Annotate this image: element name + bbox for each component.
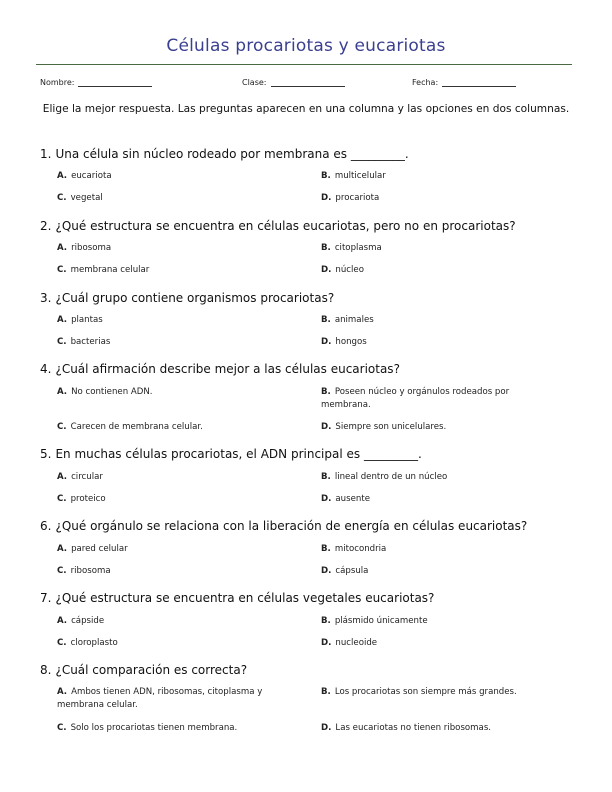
option-text: multicelular (334, 171, 386, 181)
option-b[interactable] (321, 170, 561, 183)
question-text (40, 447, 580, 461)
option-a[interactable] (57, 543, 299, 556)
option-text: hongos (335, 337, 367, 347)
option-c[interactable] (57, 637, 299, 650)
option-text: Solo los procariotas tienen membrana. (70, 723, 238, 733)
question-number: 5. (40, 447, 52, 461)
question-6 (40, 519, 580, 576)
date-blank[interactable] (442, 78, 516, 87)
option-letter: D. (321, 265, 332, 275)
option-letter: A. (57, 243, 68, 253)
option-letter: C. (57, 723, 67, 733)
option-letter: B. (321, 472, 331, 482)
question-number: 7. (40, 591, 52, 605)
option-letter: B. (321, 616, 331, 626)
option-text: plásmido únicamente (334, 616, 428, 626)
question-text (40, 591, 580, 605)
question-8 (40, 663, 580, 733)
question-1 (40, 147, 580, 203)
option-b[interactable] (321, 386, 561, 411)
question-text (40, 147, 580, 161)
option-letter: B. (321, 315, 331, 325)
question-prompt: ¿Cuál comparación es correcta? (55, 663, 248, 677)
option-text: ribosoma (70, 566, 111, 576)
option-text: vegetal (70, 193, 103, 203)
question-text (40, 519, 580, 533)
class-field[interactable] (242, 78, 345, 87)
option-text: citoplasma (334, 243, 382, 253)
option-text: Los procariotas son siempre más grandes. (334, 687, 517, 697)
question-prompt: ¿Qué estructura se encuentra en células vegetales eucariotas? (55, 591, 435, 605)
option-letter: D. (321, 337, 332, 347)
option-b[interactable] (321, 615, 561, 628)
date-label: Fecha: (412, 78, 439, 87)
option-text: cápside (71, 616, 105, 626)
question-prompt: ¿Qué estructura se encuentra en células eucariotas, pero no en procariotas? (55, 219, 516, 233)
question-prompt: ¿Qué orgánulo se relaciona con la liberación de energía en células eucariotas? (55, 519, 528, 533)
question-5 (40, 447, 580, 504)
page-title: Células procariotas y eucariotas (166, 36, 446, 56)
option-letter: C. (57, 566, 67, 576)
option-a[interactable] (57, 242, 299, 255)
option-text: núcleo (335, 265, 364, 275)
option-text: pared celular (71, 544, 128, 554)
option-c[interactable] (57, 493, 299, 506)
option-text: Siempre son unicelulares. (335, 422, 447, 432)
question-prompt: ¿Cuál afirmación describe mejor a las células eucariotas? (55, 362, 400, 376)
option-c[interactable] (57, 336, 299, 349)
option-letter: B. (321, 243, 331, 253)
option-letter: D. (321, 723, 332, 733)
option-text: No contienen ADN. (71, 387, 153, 397)
option-d[interactable] (321, 192, 561, 205)
question-4 (40, 362, 580, 432)
option-letter: A. (57, 472, 68, 482)
option-text: circular (71, 472, 103, 482)
option-letter: A. (57, 687, 68, 697)
option-text: Poseen núcleo y orgánulos rodeados por membrana. (321, 387, 510, 410)
option-a[interactable] (57, 386, 299, 399)
option-d[interactable] (321, 637, 561, 650)
question-7 (40, 591, 580, 648)
option-letter: D. (321, 566, 332, 576)
question-number: 8. (40, 663, 52, 677)
option-a[interactable] (57, 314, 299, 327)
option-text: membrana celular (70, 265, 150, 275)
option-letter: A. (57, 315, 68, 325)
question-number: 4. (40, 362, 52, 376)
option-d[interactable] (321, 493, 561, 506)
option-letter: B. (321, 687, 331, 697)
option-c[interactable] (57, 565, 299, 578)
title-divider (36, 64, 572, 65)
option-text: cloroplasto (70, 638, 118, 648)
option-c[interactable] (57, 264, 299, 277)
question-prompt: ¿Cuál grupo contiene organismos procariotas? (55, 291, 335, 305)
option-letter: A. (57, 171, 68, 181)
option-text: bacterias (70, 337, 111, 347)
option-letter: C. (57, 265, 67, 275)
question-number: 1. (40, 147, 52, 161)
option-text: animales (334, 315, 374, 325)
option-letter: C. (57, 638, 67, 648)
question-text (40, 362, 580, 376)
question-number: 6. (40, 519, 52, 533)
option-d[interactable] (321, 722, 561, 735)
option-text: eucariota (71, 171, 112, 181)
question-number: 2. (40, 219, 52, 233)
question-2 (40, 219, 580, 275)
option-letter: C. (57, 494, 67, 504)
option-b[interactable] (321, 314, 561, 327)
option-text: proteico (70, 494, 106, 504)
question-text (40, 291, 580, 305)
option-text: cápsula (335, 566, 369, 576)
option-text: ausente (335, 494, 370, 504)
option-text: procariota (335, 193, 380, 203)
option-letter: C. (57, 193, 67, 203)
option-letter: B. (321, 171, 331, 181)
option-a[interactable] (57, 686, 299, 711)
question-number: 3. (40, 291, 52, 305)
option-b[interactable] (321, 242, 561, 255)
option-letter: D. (321, 638, 332, 648)
option-text: lineal dentro de un núcleo (334, 472, 448, 482)
option-c[interactable] (57, 722, 299, 735)
name-label: Nombre: (40, 78, 75, 87)
option-a[interactable] (57, 615, 299, 628)
option-letter: A. (57, 616, 68, 626)
option-letter: C. (57, 422, 67, 432)
option-c[interactable] (57, 421, 299, 434)
option-text: ribosoma (71, 243, 112, 253)
option-d[interactable] (321, 565, 561, 578)
option-letter: A. (57, 544, 68, 554)
instructions: Elige la mejor respuesta. Las preguntas aparecen en una columna y las opciones en dos columnas. (42, 103, 570, 115)
option-d[interactable] (321, 264, 561, 277)
option-letter: D. (321, 193, 332, 203)
option-letter: A. (57, 387, 68, 397)
option-letter: D. (321, 494, 332, 504)
option-a[interactable] (57, 170, 299, 183)
question-text (40, 219, 580, 233)
option-text: mitocondria (334, 544, 387, 554)
class-blank[interactable] (271, 78, 345, 87)
option-text: Carecen de membrana celular. (70, 422, 203, 432)
option-d[interactable] (321, 421, 561, 434)
option-b[interactable] (321, 471, 561, 484)
option-b[interactable] (321, 686, 561, 699)
option-d[interactable] (321, 336, 561, 349)
option-letter: B. (321, 544, 331, 554)
option-text: Las eucariotas no tienen ribosomas. (335, 723, 492, 733)
option-text: plantas (71, 315, 103, 325)
name-blank[interactable] (78, 78, 152, 87)
option-b[interactable] (321, 543, 561, 556)
class-label: Clase: (242, 78, 267, 87)
option-letter: C. (57, 337, 67, 347)
name-field[interactable] (40, 78, 152, 87)
option-text: Ambos tienen ADN, ribosomas, citoplasma y membrana celular. (57, 687, 263, 710)
question-prompt: En muchas células procariotas, el ADN principal es _________. (55, 447, 422, 461)
option-letter: B. (321, 387, 331, 397)
option-c[interactable] (57, 192, 299, 205)
question-3 (40, 291, 580, 347)
date-field[interactable] (412, 78, 516, 87)
option-a[interactable] (57, 471, 299, 484)
question-text (40, 663, 580, 677)
question-prompt: Una célula sin núcleo rodeado por membrana es _________. (55, 147, 409, 161)
option-text: nucleoide (335, 638, 378, 648)
option-letter: D. (321, 422, 332, 432)
